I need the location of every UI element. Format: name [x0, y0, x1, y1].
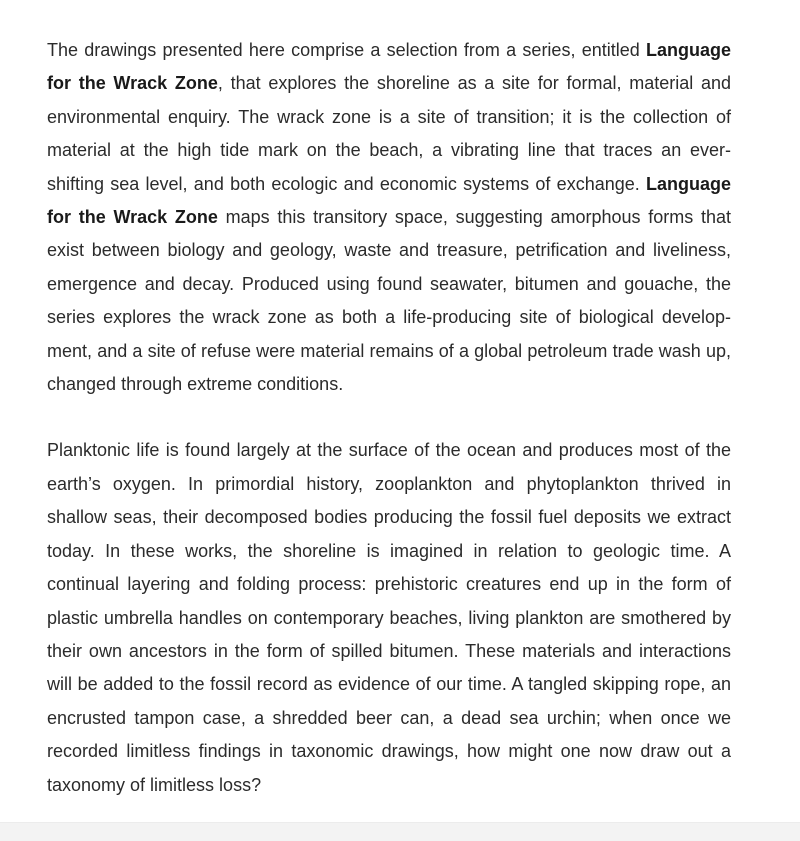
body-text — [47, 34, 731, 802]
series-title-repeat: Language for the Wrack Zone — [47, 173, 731, 228]
paragraph-plankton: Planktonic life is found largely at the surface of the ocean and produces most of the earth’s oxygen. In primordial history, zooplankton and phytoplankton thrived in shallow seas, their decomposed bodies producing the fossil fuel deposits we extract today. In these works, the shoreline is imagined in relation to geologic time. A continual layering and folding process: prehistoric creatures end up in the form of plastic umbrella handles on contemporary beaches, living plankton are smothered by their own ancestors in the form of spilled bitumen. These materials and interactions will be added to the fossil record as evidence of our time. A tangled skipping rope, an encrusted tampon case, a shredded beer can, a dead sea urchin; when once we recorded limitless findings in taxonomic drawings, how might one now draw out a taxonomy of limitless loss? — [47, 440, 731, 795]
series-title: Language for the Wrack Zone — [47, 40, 731, 94]
intro-sentence-middle: , that explores the shoreline as a site for formal, material and environmental enquiry. The wrack zone is a site of transition; it is the collection of material at the high tide mark on the beach, a vibrating line that traces an ever-shifting sea level, and both ecologic and economic systems of exchange. — [47, 73, 731, 194]
page-bottom-edge — [0, 822, 800, 841]
intro-sentence-end: maps this transitory space, suggesting amorphous forms that exist between biology and geology, waste and treasure, petrification and liveliness, emergence and decay. Produced using found seawater, bitumen and gouache, the series explores the wrack zone as both a life-producing site of biological development, and a site of refuse were material remains of a global petroleum trade wash up, changed through extreme conditions. — [47, 207, 731, 395]
paragraph-intro — [47, 34, 731, 401]
intro-sentence-start: The drawings presented here comprise a selection from a series, entitled — [47, 40, 646, 60]
